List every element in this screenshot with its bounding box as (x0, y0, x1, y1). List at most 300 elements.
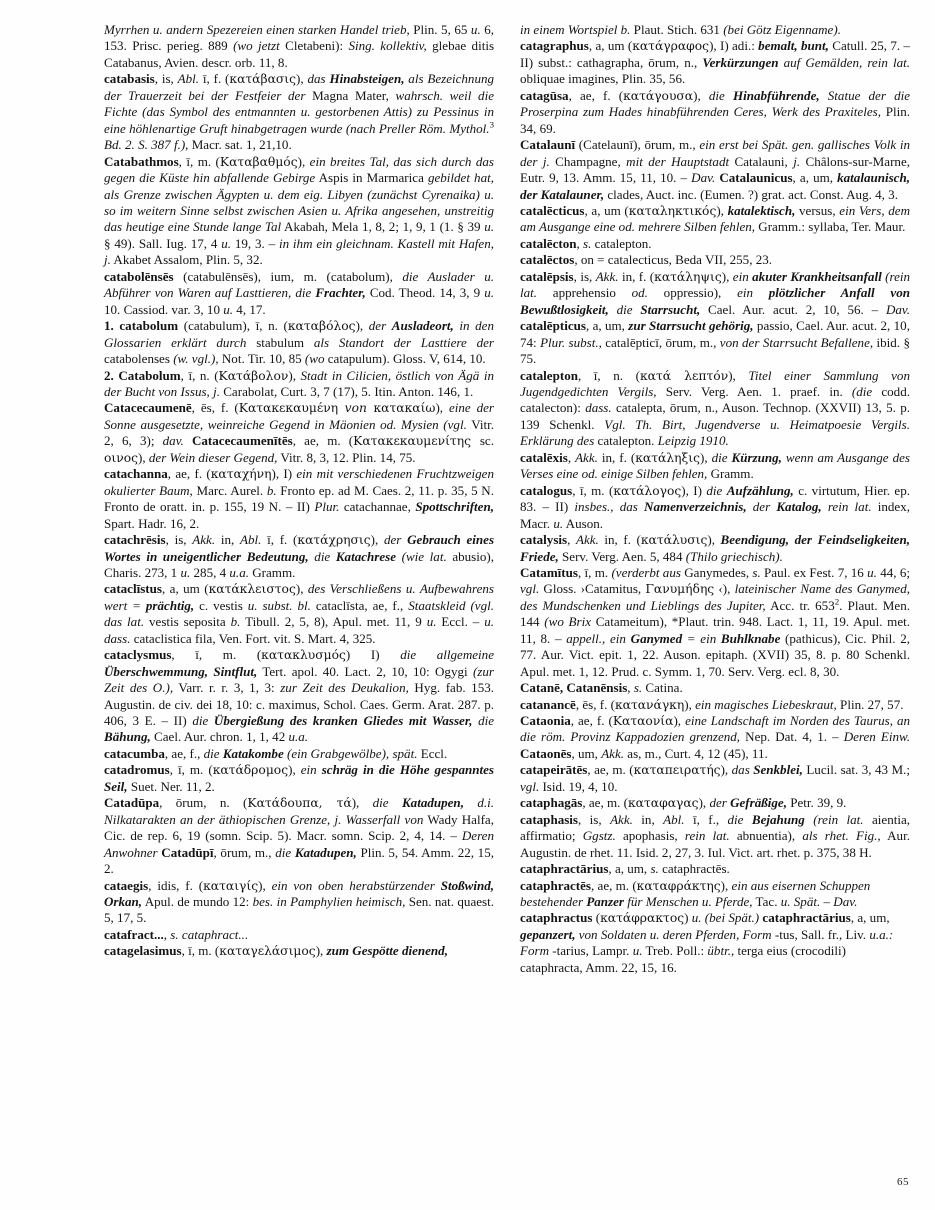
entry-text-run: , ae, m. ( (292, 433, 354, 449)
entry-headword: Catacecaumenē (104, 400, 192, 416)
entry-text-run: Ausladeort, (391, 318, 454, 334)
entry-text-run: as, m., Curt. 4, 12 (45), 11. (624, 745, 768, 761)
entry-text-run: ), (435, 400, 449, 416)
entry-text-run: u. (484, 285, 494, 301)
entry-text-run: (rein lat. (804, 811, 864, 827)
entry-text-run: zur Starrsucht gehörig, (628, 318, 754, 334)
entry-text-run: Paul. ex Fest. 7, 16 (760, 564, 868, 580)
entry-text-run: Akk. (575, 449, 598, 465)
entry-text-run: ein aus eisernen Schuppen bestehender (520, 877, 871, 910)
entry-text-run: Sing. kollektiv, (348, 38, 427, 54)
entry-text-run: catalepton. (591, 235, 652, 251)
entry-text-run: wahrsch. weil die Fichte (das Symbol des entmannten u. gestorbenen Attis) zu Pessinus in eine höhlenartige Gruft hinabgetragen wurde (nach Preller Röm. Mythol. (104, 87, 494, 136)
entry-text-run: Catameitum), *Plaut. trin. 948. Lact. 1, 11, 19. Apul. met. 11, 8. – (520, 614, 910, 646)
entry-text-run: κατάληψις (654, 269, 722, 284)
entry-text-run: ein erst bei Spät. gen. gallisches Volk in der j. (520, 137, 910, 169)
entry-text-run: u.a.: Form (520, 926, 894, 959)
dictionary-entry (104, 269, 494, 318)
entry-text-run: , ae, f. ( (167, 466, 211, 482)
entry-text-run: 3 (489, 119, 494, 130)
entry-text-run: zum Gespötte dienend, (326, 943, 448, 959)
entry-text-run: Varr. r. r. 3, 1, 3: (173, 680, 281, 696)
entry-text-run: ), (296, 71, 308, 87)
entry-headword: catalēxis (520, 449, 568, 465)
entry-text-run: ), (315, 943, 327, 959)
entry-text-run: prächtig, (145, 597, 195, 613)
entry-text-run: κατάβασις (229, 72, 297, 87)
entry-text-run: Plin. 5, 65 (409, 22, 471, 37)
entry-text-run: Serv. Verg. Aen. 1. praef. in. (656, 383, 852, 399)
entry-text-run: Aspis in Marmarica (315, 170, 428, 186)
dictionary-entry (104, 400, 494, 466)
entry-text-run: , ae, m. ( (582, 795, 628, 811)
entry-text-run: Apul. de mundo 12: (142, 894, 253, 910)
entry-text-run: 44, 6; (876, 564, 910, 580)
entry-text-run: Fronto ep. ad M. Caes. 2, 11. p. 35, 5 N. Fronto de oratt. in. p. 155, 19 N. – II) (104, 482, 494, 515)
entry-text-run: Catalauni, (729, 153, 794, 169)
entry-text-run: Akabah, Mela 1, 8, 2; 1, 9, 1 (1. § 39 (281, 219, 485, 235)
entry-text-run: der (368, 318, 392, 334)
entry-text-run: ), (138, 449, 149, 465)
entry-text-run: Hyg. fab. 153. Augustin. de civ. dei 18, 10: c. maximus, Schol. Caes. Germ. Arat. 287. p. 406, 3 E. – II) (104, 680, 494, 729)
entry-text-run: , ae, f., (164, 745, 204, 761)
entry-text-run: ein (300, 762, 322, 778)
entry-text-run: ein von oben herabstürzender (271, 877, 441, 893)
entry-text-run: als Bezeichnung der Trauerzeit bei der Festfeier der (104, 71, 495, 103)
entry-text-run: Cletabeni): (279, 38, 349, 54)
entry-text-run: lateinischer Name des Ganymed, des Mundschenken und Lieblings des Jupiter, (520, 581, 910, 613)
entry-text-run: ein breites Tal, das sich durch das gegen die Küste hin abfallende Gebirge (104, 153, 494, 186)
dictionary-entry (520, 203, 910, 236)
entry-text-run: Κατάβολον (218, 368, 289, 383)
entry-text-run: = ein (682, 630, 721, 646)
entry-text-run: in, (632, 811, 664, 827)
entry-text-run: die (706, 482, 727, 498)
entry-text-run: ), (693, 87, 709, 103)
entry-text-run: u. (470, 22, 481, 37)
entry-text-run: (pathicus), Cic. Phil. 2, 77. Aur. Vict. epit. 1, 22. Auson. epitaph. (XVII) 35, 8. p. 80 Schenkl. Apul. met. 1, 12. Prud. c. Symm. 1, 70. Serv. Verg. ecl. 8, 30. (520, 630, 910, 679)
entry-text-run: ), I) adi.: (709, 38, 759, 54)
dictionary-entry (104, 71, 494, 153)
entry-text-run: Verkürzungen (702, 54, 779, 70)
entry-text-run: ), I) (681, 482, 707, 498)
entry-text-run: ein mit verschiedenen Fruchtzweigen okulierter Baum, (104, 466, 494, 498)
entry-text-run: der (709, 795, 731, 811)
entry-text-run: ) (684, 910, 692, 926)
entry-text-run: ein Vers, dem am Ausgange eine od. mehrere Silben fehlen, (520, 202, 910, 235)
entry-text-run: katalektisch, (727, 202, 796, 218)
entry-headword: catafract... (104, 926, 164, 942)
entry-text-run: die (727, 811, 752, 827)
entry-text-run: bemalt, bunt, (758, 38, 829, 54)
entry-headword: cataclīstus (104, 581, 162, 597)
entry-text-run: (wo (304, 351, 325, 367)
entry-text-run: – (820, 894, 834, 910)
entry-text-run: ), (698, 795, 710, 811)
entry-headword: 2. Catabolum (104, 367, 181, 383)
entry-text-run: cataclistica fila, Ven. Fort. vit. S. Mart. 4, 325. (130, 630, 376, 646)
dictionary-entry (520, 812, 910, 861)
entry-text-run: Cael. Aur. chron. 1, 1, 42 (150, 729, 289, 745)
entry-text-run: Isid. 19, 4, 10. (539, 778, 618, 794)
entry-text-run: in, (215, 532, 240, 548)
right-text-column (520, 22, 910, 1152)
entry-text-run: (wo Brix (544, 614, 592, 630)
dictionary-entry (520, 762, 910, 795)
entry-text-run: insbes., das (574, 499, 645, 515)
entry-text-run: u. Spät. (780, 894, 821, 910)
entry-text-run: rein lat. (821, 499, 872, 515)
dictionary-entry (520, 88, 910, 137)
dictionary-entry (520, 269, 910, 368)
entry-text-run: κατακλυσμός (261, 648, 346, 663)
entry-text-run: übtr., (707, 943, 735, 959)
entry-text-run: 6, 153. Prisc. perieg. 889 (104, 22, 495, 54)
entry-text-run: ), (699, 449, 712, 465)
entry-text-run: Buhlknabe (720, 630, 781, 646)
entry-text-run: (wie lat. (396, 548, 447, 564)
entry-text-run: in einem Wortspiel b. (520, 22, 631, 37)
entry-text-run: ), (258, 877, 272, 893)
entry-text-run: Plin. 34, 69. (520, 104, 910, 136)
dictionary-entry (520, 483, 910, 532)
entry-text-run: ), (288, 367, 301, 383)
entry-text-run: Eccl. (436, 614, 473, 630)
entry-text-run: c. vestis (194, 597, 248, 613)
entry-text-run: Abl. (663, 811, 685, 827)
entry-text-run: Katalog, (776, 499, 822, 515)
entry-text-run: Dav. (833, 894, 858, 910)
entry-text-run: vgl. (520, 581, 540, 597)
entry-text-run: Champagne, (549, 153, 627, 169)
entry-text-run: ), (673, 713, 686, 729)
entry-headword: cataphagās (520, 795, 583, 811)
entry-text-run: ein (732, 268, 753, 284)
entry-text-run: ), (716, 202, 728, 218)
entry-headword: Cataonia (520, 713, 571, 729)
entry-text-run: Katakombe (222, 745, 284, 761)
entry-text-run: Ganymed (630, 630, 683, 646)
entry-text-run: Aur. Augustin. de rhet. 11. Isid. 2, 27, 3. Iul. Vict. art. rhet. p. 375, 38 H. (520, 828, 910, 860)
entry-text-run: (catabulēnsēs), ium, m. (catabolum), (173, 268, 403, 284)
entry-text-run: Plaut. Stich. 631 (630, 22, 724, 37)
entry-text-run: apprehensio (537, 285, 632, 301)
dictionary-entry (104, 795, 494, 877)
entry-text-run: u. (632, 943, 643, 959)
entry-text-run: καταβόλος (287, 319, 356, 334)
dictionary-entry (520, 236, 910, 252)
entry-text-run: von Soldaten u. deren Pferden, Form (575, 926, 772, 942)
entry-headword: catapeirātēs (520, 762, 588, 778)
entry-text-run: Bejahung (751, 811, 805, 827)
entry-text-run: Γανυμήδης (645, 582, 715, 597)
entry-text-run: Tac. (752, 894, 781, 910)
entry-text-run: Κατακεκαυμενίτης (353, 434, 480, 449)
dictionary-entry (520, 252, 910, 268)
entry-text-run: , (163, 926, 171, 942)
entry-text-run: abusio), Charis. 273, 1 (104, 548, 494, 580)
entry-text-run: Dav. (691, 170, 716, 186)
entry-text-run: Akabet Assalom, Plin. 5, 32. (110, 252, 263, 268)
entry-text-run: der (383, 532, 408, 548)
entry-text-run: κατάλογος (613, 483, 682, 498)
entry-headword: catalogus (520, 482, 573, 498)
entry-text-run: u. (221, 235, 231, 251)
entry-headword: catalēctos (520, 252, 575, 268)
entry-text-run: , a, um, (850, 910, 890, 926)
entry-text-run: Statue der die Proserpina zum Hades hinabführenden Ceres, Werk des Praxiteles, (520, 87, 911, 120)
entry-text-run: Eccl. (417, 745, 448, 761)
entry-text-run: Carabolat, Curt. 3, 7 (17), 5. Itin. Anton. 146, 1. (219, 383, 474, 399)
entry-text-run: versus, (795, 202, 840, 218)
entry-text-run: ), (370, 532, 384, 548)
entry-text-run: . Plaut. Men. 144 (520, 597, 910, 630)
entry-text-run: , ae, m. ( (587, 762, 634, 778)
entry-text-run: Marc. Aurel. (192, 482, 267, 498)
entry-text-run: 285, 4 (190, 564, 230, 580)
entry-text-run: eine Landschaft im Norden des Taurus, an die röm. Provinz Kappadozien grenzend, (520, 713, 911, 745)
entry-text-run: , is, (154, 71, 178, 87)
entry-text-run: Petr. 39, 9. (786, 795, 847, 811)
entry-text-run: terga eius (crocodili) cataphracta, Amm. 22, 15, 16. (520, 943, 846, 975)
entry-text-run: catalēpticī, ōrum, m., (601, 334, 720, 350)
entry-text-run: ein magisches Liebeskraut, (695, 696, 837, 712)
entry-text-run: , a, um, (792, 170, 838, 186)
entry-text-run: die allgemeine (400, 647, 494, 663)
entry-text-run: ‹), (714, 581, 735, 597)
entry-headword: Catacecaumenītēs (191, 433, 293, 449)
entry-text-run: , ī, m. ( (169, 762, 213, 778)
entry-text-run: Vgl. Th. Birt, Jugendverse u. Heimatpoesie Vergils. Erklärung des (520, 416, 910, 449)
entry-text-run: Akk. (192, 532, 216, 548)
entry-headword: cataphractārius (520, 861, 609, 877)
entry-text-run: κατάλυσις (640, 533, 708, 548)
entry-text-run: (catabulum), ī, n. ( (178, 318, 288, 334)
entry-text-run: Übergießung des kranken Gliedes mit Wasser, (213, 713, 473, 729)
entry-text-run: , ī, m. ( (178, 153, 220, 169)
entry-text-run: Auson. (563, 515, 604, 531)
dictionary-entry (104, 647, 494, 746)
entry-text-run: die (275, 844, 295, 860)
entry-text-run: Akk. (601, 745, 625, 761)
entry-text-run: s. (583, 235, 592, 251)
entry-text-run: , a, um ( (588, 38, 633, 54)
entry-text-run: als rhet. Fig., (802, 828, 881, 844)
entry-text-run: – u. dass. (104, 614, 495, 646)
dictionary-entry (520, 697, 910, 713)
entry-text-run: wenn am Ausgange des Verses eine od. einige Silben fehlen, (520, 449, 910, 482)
entry-headword: catabasis (104, 71, 155, 87)
entry-text-run: -tarius, Lampr. (549, 943, 633, 959)
entry-text-run: u. (180, 564, 191, 580)
dictionary-entry (104, 318, 494, 367)
entry-text-run: Vitr. 8, 3, 12. Plin. 14, 75. (277, 449, 416, 465)
entry-text-run: Senkblei, (753, 762, 803, 778)
entry-text-run: stabulum (246, 334, 314, 350)
entry-text-run: catachannae, (339, 499, 416, 515)
entry-headword: catalēcton (520, 235, 577, 251)
entry-text-run: codd. catalecton): (520, 383, 910, 416)
entry-text-run: u.a. (229, 564, 249, 580)
entry-text-run: Serv. Verg. Aen. 5, 484 (558, 548, 686, 564)
entry-headword: catalysis (520, 532, 568, 548)
entry-text-run: ( (592, 910, 601, 926)
entry-text-run: – in ihm ein gleichnam. Kastell mit Hafen, j. (104, 235, 494, 268)
entry-text-run: , (576, 235, 584, 251)
entry-text-run: gepanzert, (520, 926, 576, 942)
entry-text-run: Châlons-sur-Marne, Eutr. 9, 13. Amm. 15, 11, 10. – (520, 153, 910, 186)
entry-text-run: die (472, 713, 495, 729)
entry-text-run: bes. in Pamphylien heimisch, (252, 894, 406, 910)
entry-text-run: (rein lat. (520, 268, 911, 301)
entry-headword: catacumba (104, 745, 165, 761)
entry-text-run: vestis seposita (144, 614, 231, 630)
dictionary-entry (104, 746, 494, 762)
entry-text-run: in, f. ( (597, 449, 636, 465)
entry-text-run: Gebrauch eines Wortes in uneigentlicher Bedeutung, (104, 532, 495, 564)
entry-headword: cataegis (104, 877, 149, 893)
entry-headword: catagelasimus (104, 943, 182, 959)
entry-headword: Catalaunī (520, 137, 576, 153)
entry-text-run: Katachrese (335, 548, 397, 564)
entry-text-run: , ī, n. ( (577, 367, 640, 383)
entry-text-run: , ī, n. ( (180, 367, 219, 383)
dictionary-entry (520, 878, 910, 977)
entry-text-run: Macr. sat. 1, 21,10. (188, 137, 292, 153)
entry-text-run: oppressio), (647, 285, 738, 301)
entry-headword: catagraphus (520, 38, 589, 54)
dictionary-entry (104, 368, 494, 401)
entry-text-run: apophasis, (615, 828, 685, 844)
entry-text-run: Καταβαθμός (219, 154, 298, 169)
entry-text-run: , is, (578, 811, 611, 827)
entry-headword: catadromus (104, 762, 170, 778)
entry-text-run: vgl. (520, 778, 540, 794)
entry-text-run: Aufzählung, (726, 482, 794, 498)
entry-text-run: dav. (162, 433, 192, 449)
page-number: 65 (897, 1176, 909, 1188)
entry-text-run: aientia, affirmatio; (520, 811, 911, 844)
entry-text-run: passio, Cael. Aur. acut. 2, 10, 74: (520, 318, 910, 350)
entry-text-run: ein (737, 285, 769, 301)
dictionary-entry (104, 927, 494, 943)
entry-text-run: Suet. Ner. 11, 2. (127, 778, 215, 794)
entry-text-run: catalepta, ōrum, n., Auson. Technop. (XXVII) 13, 5. p. 139 Schenkl. (520, 400, 911, 432)
entry-text-run: Lucil. sat. 3, 43 M.; (802, 762, 910, 778)
entry-text-run: s. cataphract... (170, 926, 249, 942)
dictionary-entry (520, 22, 910, 38)
entry-text-run: b. (230, 614, 241, 630)
entry-text-run: ), (297, 153, 310, 169)
entry-text-run: ī, f. ( (199, 71, 230, 87)
entry-text-run: , ōrum, n. ( (159, 795, 248, 811)
entry-text-run: c. virtutum, Hier. ep. 83. – II) (520, 482, 910, 515)
entry-text-run: ), (288, 762, 301, 778)
entry-text-run: , ae, m. ( (591, 877, 637, 893)
entry-text-run: abnuentia), (729, 828, 803, 844)
entry-text-run: Wady Halfa, Cic. de rep. 6, 19 (somn. Scip. 5). Macr. somn. Scip. 2, 4, 14. – (104, 811, 494, 844)
entry-text-run: κατανάγκη (614, 697, 685, 712)
entry-text-run: Plin. 27, 57. (836, 696, 904, 712)
entry-text-run: in den Glossarien erklärt durch (104, 318, 495, 350)
entry-headword: catanancē (520, 696, 576, 712)
entry-text-run: die (192, 713, 214, 729)
entry-text-run: cataphractēs. (658, 861, 730, 877)
dictionary-entry (104, 762, 494, 795)
dictionary-entry (104, 466, 494, 532)
entry-text-run: der Wein dieser Gegend, (148, 449, 278, 465)
entry-text-run: akuter Krankheitsanfall (752, 268, 882, 284)
entry-text-run: Bd. 2. S. 387 f.), (104, 137, 189, 153)
left-text-column (104, 22, 494, 1152)
entry-text-run: Tibull. 2, 5, 8), Apul. met. 11, 9 (240, 614, 427, 630)
entry-text-run: Deren Anwohner (104, 828, 494, 860)
entry-headword: 1. catabolum (104, 318, 179, 334)
entry-text-run: Plur. (314, 499, 340, 515)
entry-text-run: , a, um, (608, 861, 651, 877)
entry-text-run: die (203, 745, 223, 761)
entry-text-run: (Thilo griechisch). (685, 548, 783, 564)
dictionary-entry (104, 581, 494, 647)
entry-text-run: , ī, m. ( (171, 647, 262, 663)
entry-text-run: καταφαγας (628, 796, 699, 811)
entry-text-run: Gramm.: syllaba, Ter. Maur. (755, 219, 906, 235)
entry-text-run: ) I) (345, 647, 401, 663)
entry-text-run: Staatskleid (vgl. das lat. (104, 597, 494, 630)
entry-text-run: Nep. Dat. 4, 1. – (740, 729, 844, 745)
entry-headword: catabolēnsēs (104, 268, 174, 284)
entry-headword: Catabathmos (104, 153, 179, 169)
entry-text-run: u. (553, 515, 564, 531)
entry-text-run: Leipzig 1910. (657, 433, 729, 449)
entry-text-run: catabolenses (104, 351, 174, 367)
entry-text-run: eine der Sonne ausgesetzte, weinreiche Gegend in Mäonien od. Mysien (vgl. (104, 400, 495, 432)
entry-text-run: κατάγραφος (632, 39, 710, 54)
entry-text-run: -tus, Sall. fr., Liv. (771, 926, 870, 942)
entry-text-run: Cod. Theod. 14, 3, 9 (365, 285, 485, 301)
entry-text-run: der (746, 499, 777, 515)
entry-headword: catalepton (520, 367, 578, 383)
entry-text-run: schräg in die Höhe gespanntes Seil, (104, 762, 495, 794)
entry-text-run: catapulum). Gloss. V, 614, 10. (324, 351, 486, 367)
entry-text-run: cataclīsta, ae, f., (310, 597, 409, 613)
entry-text-run: , um, (571, 745, 602, 761)
entry-text-run: Κατάδουπα, τά (247, 796, 352, 811)
entry-text-run: auf Gemälden, rein lat. (778, 54, 911, 70)
entry-text-run: , ī, m. ( (181, 943, 220, 959)
entry-text-run: Catull. 25, 7. – II) subst.: cathagrapha, ōrum, n., (520, 38, 910, 70)
entry-text-run: Katadupen, (294, 844, 357, 860)
entry-text-run: die (711, 449, 732, 465)
entry-text-run: Plur. subst., (540, 334, 602, 350)
entry-headword: catalēpticus (520, 318, 586, 334)
entry-text-run: Gramm. (707, 466, 754, 482)
entry-text-run: des Verschließens u. Aufbewahrens wert = (104, 581, 494, 613)
entry-text-run: Sen. nat. quaest. 5, 17, 5. (104, 894, 494, 926)
entry-text-run: s. (752, 564, 761, 580)
entry-text-run: ī, f. ( (261, 532, 298, 548)
entry-headword: Catadūpī (161, 844, 214, 860)
dictionary-entry (104, 154, 494, 269)
entry-headword: catachanna (104, 466, 168, 482)
entry-text-run: ), (707, 532, 721, 548)
entry-text-run: (die (851, 383, 873, 399)
entry-text-run: u. (bei Spät.) (691, 910, 760, 926)
two-column-body (104, 22, 910, 1152)
entry-text-run: κατάκλειστος (208, 582, 296, 597)
entry-text-run: Treb. Poll.: (642, 943, 708, 959)
entry-text-run: Tert. apol. 40. Lact. 2, 10, 10: Ogygi (257, 663, 473, 679)
